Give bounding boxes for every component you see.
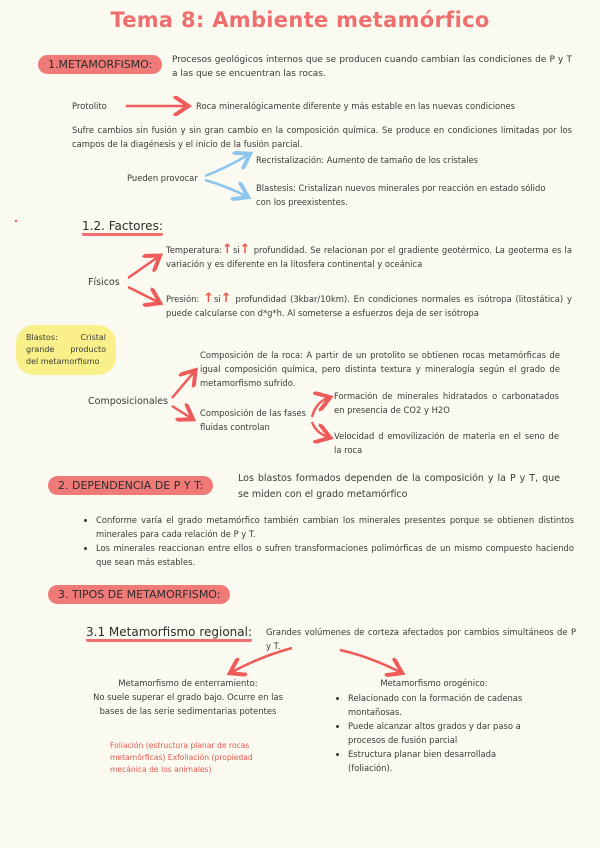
fases-arrow-down — [312, 422, 328, 437]
regional-text: Grandes volúmenes de corteza afectados por cambios simultáneos de P y T. — [266, 627, 576, 651]
section-2-bullet-list — [82, 513, 574, 569]
recristalizacion-text: Recristalización: Aumento de tamaño de los cristales — [256, 155, 479, 165]
factores-heading: 1.2. Factores: — [82, 219, 163, 236]
enterramiento-title: Metamorfismo de enterramiento: — [118, 678, 258, 688]
arrow-up-icon: ↑ — [239, 242, 251, 257]
regional-heading: 3.1 Metamorfismo regional: — [86, 625, 252, 642]
list-item: • Estructura planar bien desarrollada (foliación). — [348, 747, 534, 775]
section-1-definition: Procesos geológicos internos que se producen cuando cambian las condiciones de P y T a las que se encuentran las rocas. — [172, 55, 572, 79]
blastos-note: Blastos: Cristal grande producto del metamorfismo — [16, 325, 116, 375]
section-3-heading: 3. TIPOS DE METAMORFISMO: — [48, 585, 230, 604]
list-item: • Conforme varía el grado metamórfico también cambian los minerales presentes porque se obtienen distintos minerales para cada relación de P y T. — [96, 513, 574, 541]
orogenico-title: Metamorfismo orogénico: — [380, 678, 488, 688]
comp-arrow-down — [172, 406, 191, 418]
pueden-arrow-up — [205, 155, 248, 176]
fisicos-label: Físicos — [88, 277, 120, 288]
list-item: • Relacionado con la formación de cadenas montañosas. — [348, 691, 534, 719]
page-title: Tema 8: Ambiente metamórfico — [110, 8, 490, 32]
regional-arrow-right — [340, 650, 400, 672]
fisicos-arrow-up — [128, 257, 158, 278]
pueden-arrow-down — [205, 180, 246, 196]
blastesis-text: Blastesis: Cristalizan nuevos minerales por reacción en estado sólido con los preexistentes. — [256, 183, 546, 207]
pueden-provocar-label: Pueden provocar — [127, 173, 198, 183]
arrow-up-icon: ↑ — [203, 291, 215, 306]
arrow-up-icon: ↑ — [222, 242, 233, 257]
orogenico-bullet-list — [334, 691, 534, 775]
comp-arrow-up — [172, 372, 194, 398]
formacion-text: Formación de minerales hidratados o carbonatados en presencia de CO2 y H2O — [334, 391, 559, 415]
protolito-label: Protolito — [72, 101, 107, 111]
orogenico-block — [334, 676, 534, 775]
list-item: • Los minerales reaccionan entre ellos o sufren transformaciones polimórficas de un mismo compuesto haciendo que sean más estables. — [96, 541, 574, 569]
enterramiento-block — [88, 676, 288, 718]
fisicos-arrow-down — [128, 287, 158, 302]
section-2-text: Los blastos formados dependen de la composición y la P y T, que se miden con el grado metamórfico — [238, 473, 560, 500]
composicionales-label: Composicionales — [88, 396, 169, 407]
section-1-heading: 1.METAMORFISMO: — [38, 55, 162, 74]
section-2-heading: 2. DEPENDENCIA DE P Y T: — [48, 476, 213, 495]
composicion-roca-text: Composición de la roca: A partir de un protolito se obtienen rocas metamórficas de igual composición química, pero distinta textura y mineralogía según el grado de metamorfismo sufrido. — [200, 350, 560, 388]
arrow-up-icon: ↑ — [220, 291, 232, 306]
sufre-text: Sufre cambios sin fusión y sin gran cambio en la composición química. Se produce en condiciones limitadas por los campos de la diagénesis y el inicio de la fusión parcial. — [72, 125, 572, 149]
temperatura-label: Temperatura: — [166, 245, 223, 255]
enterramiento-text: No suele superar el grado bajo. Ocurre en las bases de las serie sedimentarias potentes — [93, 692, 283, 716]
stray-dot — [15, 220, 17, 222]
fases-arrow-up — [312, 398, 328, 417]
temperatura-text: Temperatura:↑si↑ profundidad. Se relacionan por el gradiente geotérmico. La geoterma es la variación y es diferente en la litosfera continental y oceánica — [166, 242, 572, 269]
presion-label: Presión: — [166, 294, 200, 304]
list-item: • Puede alcanzar altos grados y dar paso a procesos de fusión parcial — [348, 719, 534, 747]
foliacion-note: Foliación (estructura planar de rocas metamórficas) Exfoliación (propiedad mecánica de los animales) — [110, 741, 253, 774]
composicion-fases-text: Composición de las fases fluidas controlan — [200, 408, 306, 432]
presion-text: Presión: ↑si↑ profundidad (3kbar/10km). En condiciones normales es isótropa (litostática) y puede calcularse con d*g*h. Al someterse a esfuerzos deja de ser isótropa — [166, 291, 572, 318]
velocidad-text: Velocidad d emovilización de materia en el seno de la roca — [334, 431, 559, 455]
roca-text: Roca mineralógicamente diferente y más estable en las nuevas condiciones — [196, 101, 515, 111]
